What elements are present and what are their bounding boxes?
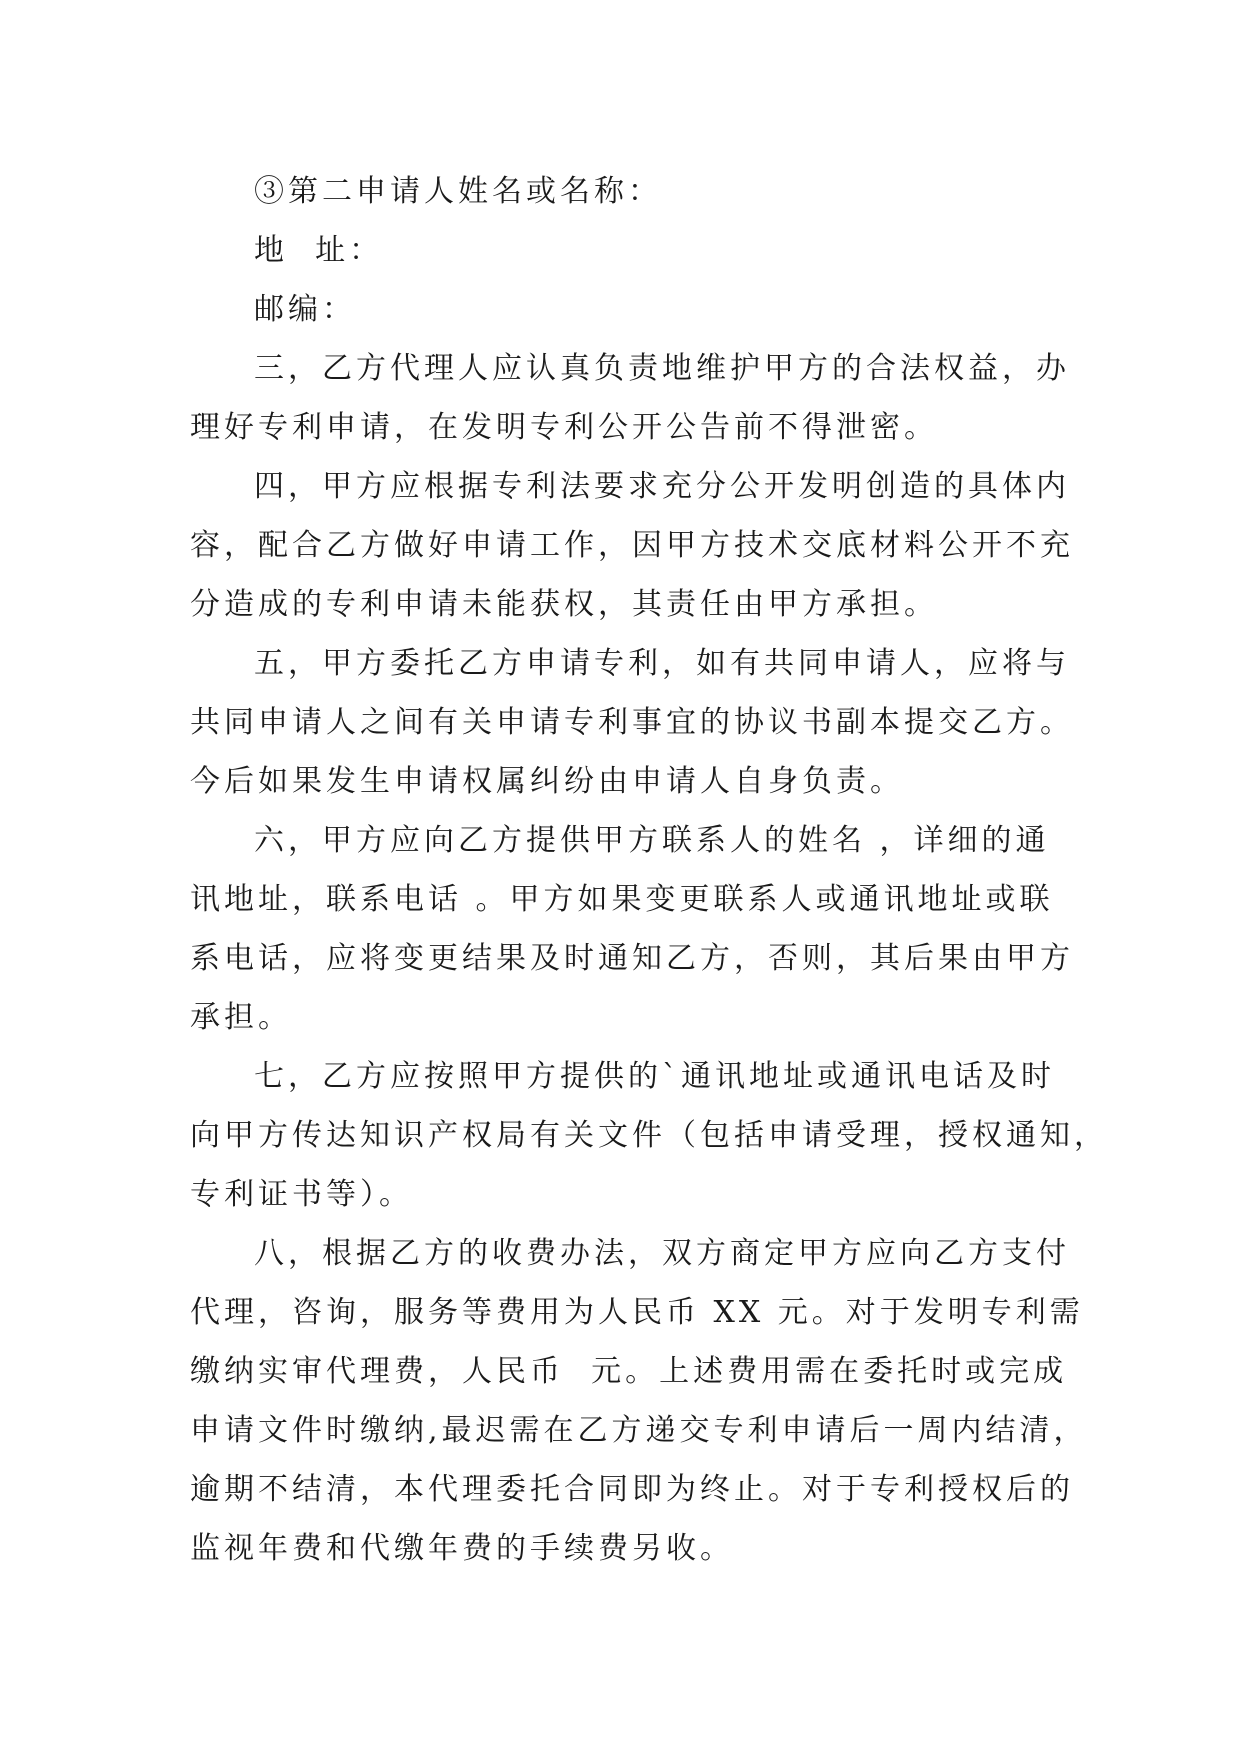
text-line: 理好专利申请，在发明专利公开公告前不得泄密。 [190,410,938,445]
text-line: 代理，咨询，服务等费用为人民币 XX 元。对于发明专利需 [190,1295,1084,1330]
text-line: 五，甲方委托乙方申请专利，如有共同申请人，应将与 [254,646,1070,681]
clause-7 [190,1047,1108,1224]
clause-4 [190,457,1074,634]
text-line: 三，乙方代理人应认真负责地维护甲方的合法权益，办 [254,351,1070,386]
text-line: 四，甲方应根据专利法要求充分公开发明创造的具体内 [254,469,1070,504]
text-line: 共同申请人之间有关申请专利事宜的协议书副本提交乙方。 [190,705,1074,740]
text-line: 监视年费和代缴年费的手续费另收。 [190,1531,734,1566]
text-line: 逾期不结清，本代理委托合同即为终止。对于专利授权后的 [190,1472,1074,1507]
text-line: 六，甲方应向乙方提供甲方联系人的姓名 ，详细的通 [254,823,1050,858]
text-line: 专利证书等）。 [190,1177,413,1212]
clause-8 [190,1224,1088,1578]
text-line: 容，配合乙方做好申请工作，因甲方技术交底材料公开不充 [190,528,1074,563]
text-line: 承担。 [190,1000,292,1035]
text-line: 向甲方传达知识产权局有关文件（包括申请受理，授权通知， [190,1118,1108,1153]
applicant-2-name [190,162,1070,221]
text-line: 讯地址，联系电话 。甲方如果变更联系人或通讯地址或联 [190,882,1054,917]
text-line: 七，乙方应按照甲方提供的`通讯地址或通讯电话及时 [254,1059,1055,1094]
text-line: ③第二申请人姓名或名称： [254,174,662,209]
text-line: 申请文件时缴纳,最迟需在乙方递交专利申请后一周内结清， [190,1413,1088,1448]
text-line: 分造成的专利申请未能获权，其责任由甲方承担。 [190,587,938,622]
clause-3 [190,339,1070,457]
text-line: 缴纳实审代理费，人民币 元。上述费用需在委托时或完成 [190,1354,1068,1389]
text-line: 八，根据乙方的收费办法，双方商定甲方应向乙方支付 [254,1236,1070,1271]
text-line: 今后如果发生申请权属纠纷由申请人自身负责。 [190,764,904,799]
text-line: 系电话，应将变更结果及时通知乙方，否则，其后果由甲方 [190,941,1074,976]
applicant-2-address [190,221,1070,280]
document-page [190,162,1108,1578]
clause-6 [190,811,1074,1047]
text-line: 邮编： [254,292,356,327]
applicant-2-postcode [190,280,1070,339]
clause-5 [190,634,1074,811]
text-line: 地 址： [254,233,384,268]
